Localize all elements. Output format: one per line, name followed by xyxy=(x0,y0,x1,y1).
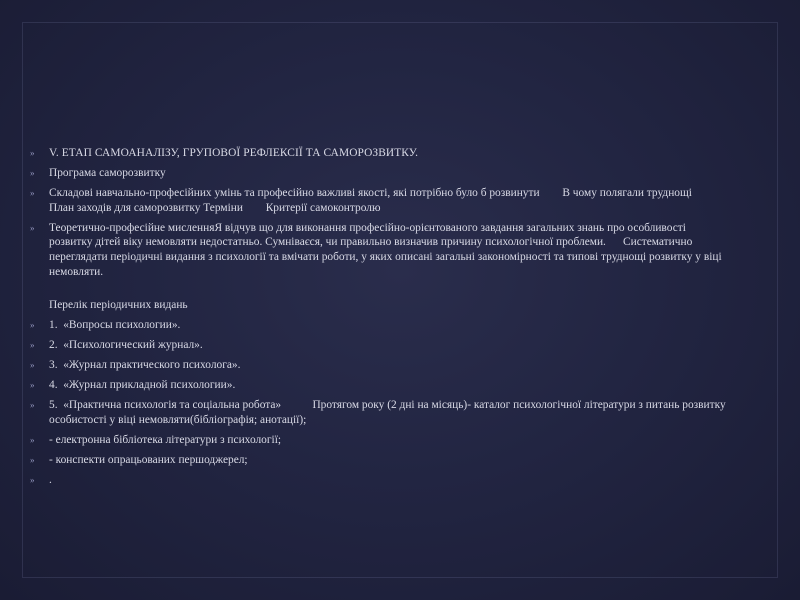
item-text: - конспекти опрацьованих першоджерел; xyxy=(49,454,248,466)
bullet-icon: » xyxy=(30,188,35,199)
bullet-icon: » xyxy=(30,400,35,411)
bullet-icon: » xyxy=(30,455,35,465)
bullet-icon: » xyxy=(30,339,35,350)
list-item xyxy=(30,166,730,181)
list-item xyxy=(30,221,730,279)
slide-content xyxy=(30,146,730,493)
item-text: 5. «Практична психологія та соціальна робота» Протягом року (2 дні на місяць)- каталог психологічної літератури з питань розвитку особистості у віці немовляти(бібліографія; анотації); xyxy=(49,399,729,426)
bullet-icon: » xyxy=(30,360,35,371)
item-text: Теоретично-професійне мисленняЯ відчув що для виконання професійно-орієнтованого завдання загальних знань про особливості розвитку дітей віку немовляти недостатньо. Сумніваєся, чи правильно визначив причину психологічної проблеми. Систематично переглядати періодичні видання з психології та вмічати роботи, у яких описані загальні закономірності та типові труднощі розвитку у віці немовляти. xyxy=(49,221,725,278)
item-text: Складові навчально-професійних умінь та професійно важливі якості, які потрібно було б розвинути В чому полягали труднощі План заходів для саморозвитку Терміни Критерії самоконтролю xyxy=(49,187,710,214)
spacer xyxy=(30,285,730,298)
bullet-icon: » xyxy=(30,434,35,445)
list-item xyxy=(30,433,730,448)
list-item xyxy=(30,358,730,373)
bullet-icon: » xyxy=(30,319,35,330)
bullet-icon: » xyxy=(30,148,35,158)
list-item xyxy=(30,318,730,333)
bullet-icon: » xyxy=(30,168,35,179)
list-item xyxy=(30,453,730,468)
list-item xyxy=(30,298,730,313)
list-item xyxy=(30,146,730,161)
bullet-icon: » xyxy=(30,475,35,486)
item-text: 4. «Журнал прикладной психологии». xyxy=(49,379,236,392)
item-text: 2. «Психологический журнал». xyxy=(49,338,203,351)
list-item xyxy=(30,378,730,393)
item-text: V. ЕТАП САМОАНАЛІЗУ, ГРУПОВОЇ РЕФЛЕКСІЇ ТА САМОРОЗВИТКУ. xyxy=(49,147,419,159)
item-text: 3. «Журнал практического психолога». xyxy=(49,359,241,372)
bullet-icon: » xyxy=(30,222,35,233)
bullet-icon: » xyxy=(30,380,35,391)
list-item xyxy=(30,398,730,427)
item-text: Перелік періодичних видань xyxy=(49,298,188,311)
item-text: Програма саморозвитку xyxy=(49,167,166,180)
item-text: - електронна бібліотека літератури з психології; xyxy=(49,433,282,446)
item-text: 1. «Вопросы психологии». xyxy=(49,318,181,331)
list-item xyxy=(30,186,730,215)
list-item xyxy=(30,473,730,488)
item-text: . xyxy=(49,474,52,487)
list-item xyxy=(30,338,730,353)
